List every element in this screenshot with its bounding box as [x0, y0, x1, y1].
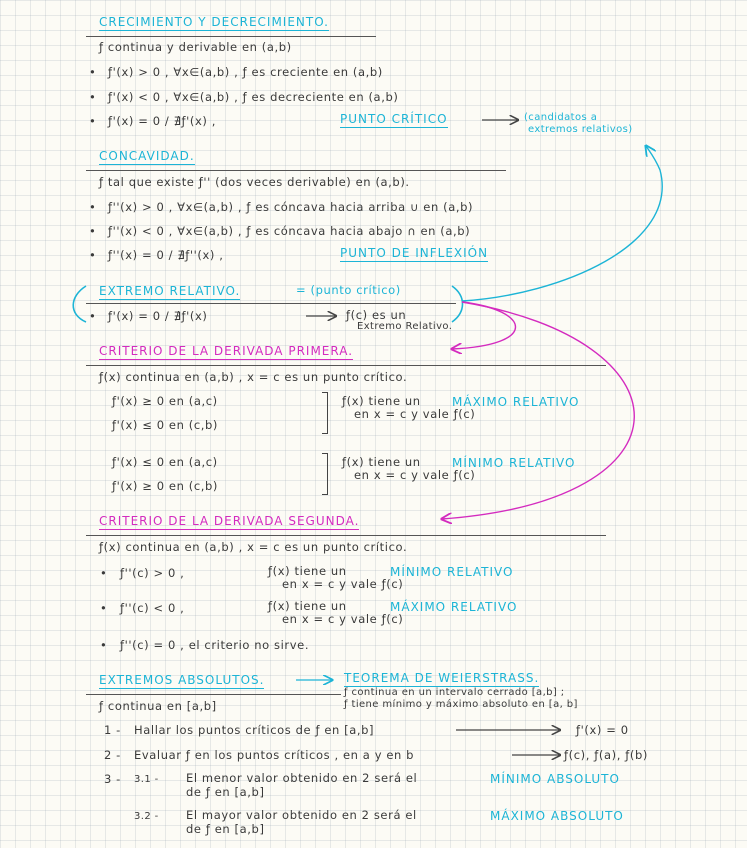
bullet: • — [100, 601, 108, 615]
punto-critico-label: PUNTO CRÍTICO — [340, 112, 448, 126]
bullet: • — [100, 638, 108, 652]
result-text: en x = c y vale ƒ(c) — [354, 407, 476, 421]
condition-row: ƒ'(x) ≥ 0 en (c,b) — [112, 479, 218, 493]
teorema-weierstrass-label: TEOREMA DE WEIERSTRASS. — [344, 671, 540, 685]
cyan-paren-right — [452, 286, 463, 322]
step-text: de ƒ en [a,b] — [186, 785, 265, 799]
rule-creciente: ƒ'(x) > 0 , ∀x∈(a,b) , ƒ es creciente en (a,b) — [108, 65, 383, 79]
intro-text: ƒ continua y derivable en (a,b) — [99, 40, 292, 54]
step-text: El menor valor obtenido en 2 será el — [186, 771, 418, 785]
bullet: • — [89, 114, 97, 128]
divider — [86, 36, 376, 37]
substep-number: 3.1 - — [134, 774, 159, 785]
result-text: en x = c y vale ƒ(c) — [354, 468, 476, 482]
cyan-paren-left — [73, 286, 86, 322]
bullet: • — [100, 566, 108, 580]
bullet: • — [89, 90, 97, 104]
result-text: en x = c y vale ƒ(c) — [282, 577, 404, 591]
intro-text: ƒ(x) continua en (a,b) , x = c es un punto crítico. — [99, 370, 408, 384]
candidates-note-2: extremos relativos) — [528, 124, 633, 135]
maximo-absoluto-label: MÁXIMO ABSOLUTO — [490, 809, 624, 823]
result-text: en x = c y vale ƒ(c) — [282, 612, 404, 626]
minimo-absoluto-label: MÍNIMO ABSOLUTO — [490, 772, 620, 786]
section-title-crecimiento: CRECIMIENTO Y DECRECIMIENTO. — [99, 15, 329, 29]
step-result: ƒ(c), ƒ(a), ƒ(b) — [564, 748, 648, 762]
bullet: • — [89, 65, 97, 79]
minimo-relativo-label: MÍNIMO RELATIVO — [390, 565, 514, 579]
theorem-line: ƒ tiene mínimo y máximo absoluto en [a, b] — [344, 699, 578, 710]
bullet: • — [89, 309, 97, 323]
minimo-relativo-label: MÍNIMO RELATIVO — [452, 456, 576, 470]
extremo-result-2: Extremo Relativo. — [357, 321, 453, 332]
bracket — [322, 392, 328, 434]
intro-text: ƒ(x) continua en (a,b) , x = c es un punto crítico. — [99, 540, 408, 554]
section-title-concavidad: CONCAVIDAD. — [99, 149, 195, 163]
bullet: • — [89, 224, 97, 238]
step-number: 2 - — [104, 748, 121, 762]
divider — [86, 365, 606, 366]
step-text: El mayor valor obtenido en 2 será el — [186, 808, 417, 822]
substep-number: 3.2 - — [134, 811, 159, 822]
result-text: ƒ(x) tiene un — [268, 564, 347, 578]
rule-concava-abajo: ƒ''(x) < 0 , ∀x∈(a,b) , ƒ es cóncava hacia abajo ∩ en (a,b) — [108, 224, 471, 238]
rule-concava-arriba: ƒ''(x) > 0 , ∀x∈(a,b) , ƒ es cóncava hacia arriba ∪ en (a,b) — [108, 200, 474, 214]
result-text: ƒ(x) tiene un — [268, 599, 347, 613]
candidates-note-1: (candidatos a — [524, 112, 598, 123]
bullet: • — [89, 248, 97, 262]
section-title-extremo-relativo: EXTREMO RELATIVO. — [99, 284, 241, 298]
step-text: de ƒ en [a,b] — [186, 822, 265, 836]
divider — [86, 694, 341, 695]
step-number: 3 - — [104, 772, 121, 786]
step-number: 1 - — [104, 723, 121, 737]
section-title-extremos-absolutos: EXTREMOS ABSOLUTOS. — [99, 673, 265, 687]
extremo-result-1: ƒ(c) es un — [346, 308, 407, 322]
step-result: ƒ'(x) = 0 — [576, 723, 629, 737]
criterion-row: ƒ''(c) = 0 , el criterio no sirve. — [120, 638, 310, 652]
result-text: ƒ(x) tiene un — [342, 455, 421, 469]
criterion-row: ƒ''(c) < 0 , — [120, 601, 185, 615]
result-text: ƒ(x) tiene un — [342, 394, 421, 408]
criterion-row: ƒ''(c) > 0 , — [120, 566, 185, 580]
theorem-line: ƒ continua en un intervalo cerrado [a,b] ; — [344, 687, 565, 698]
divider — [86, 170, 506, 171]
rule-critico: ƒ'(x) = 0 / ∄ƒ'(x) , — [108, 114, 217, 128]
intro-text: ƒ continua en [a,b] — [99, 699, 217, 713]
divider — [86, 303, 456, 304]
condition-row: ƒ'(x) ≤ 0 en (c,b) — [112, 418, 218, 432]
rule-extremo: ƒ'(x) = 0 / ∄ƒ'(x) — [108, 309, 208, 323]
step-text: Evaluar ƒ en los puntos críticos , en a y en b — [134, 748, 415, 762]
bracket — [322, 453, 328, 495]
punto-inflexion-label: PUNTO DE INFLEXIÓN — [340, 246, 489, 260]
divider — [86, 535, 606, 536]
section-title-derivada-primera: CRITERIO DE LA DERIVADA PRIMERA. — [99, 344, 354, 358]
rule-decreciente: ƒ'(x) < 0 , ∀x∈(a,b) , ƒ es decreciente en (a,b) — [108, 90, 399, 104]
intro-text: ƒ tal que existe ƒ'' (dos veces derivable) en (a,b). — [99, 175, 410, 189]
section-title-derivada-segunda: CRITERIO DE LA DERIVADA SEGUNDA. — [99, 514, 360, 528]
punto-critico-equivalence: = (punto crítico) — [296, 283, 401, 297]
step-text: Hallar los puntos críticos de ƒ en [a,b] — [134, 723, 375, 737]
maximo-relativo-label: MÁXIMO RELATIVO — [452, 395, 580, 409]
bullet: • — [89, 200, 97, 214]
rule-inflexion: ƒ''(x) = 0 / ∄ƒ''(x) , — [108, 248, 224, 262]
maximo-relativo-label: MÁXIMO RELATIVO — [390, 600, 518, 614]
condition-row: ƒ'(x) ≤ 0 en (a,c) — [112, 455, 218, 469]
condition-row: ƒ'(x) ≥ 0 en (a,c) — [112, 394, 218, 408]
